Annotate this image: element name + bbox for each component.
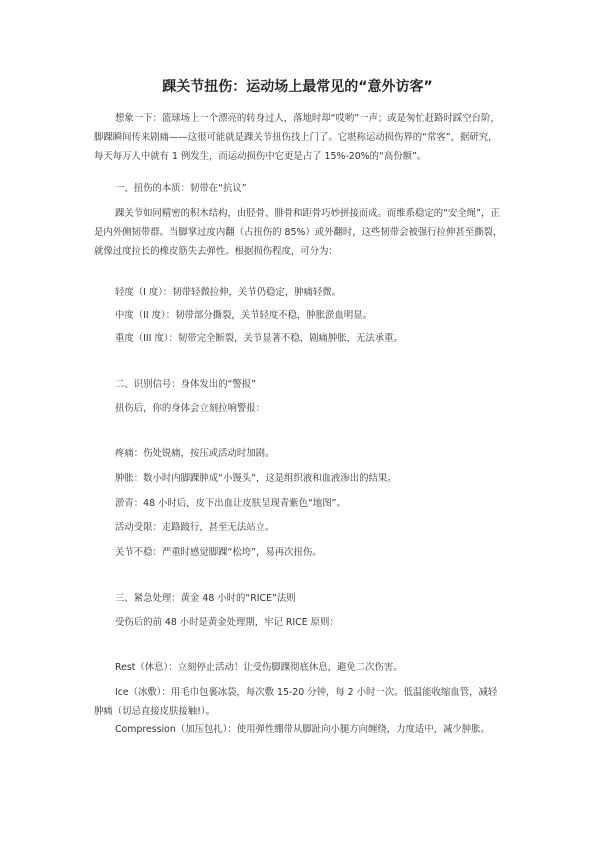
signal-item-instability: 关节不稳：严重时感觉脚踝“松垮”，易再次扭伤。 [115,547,322,558]
rice-rest: Rest（休息）：立刻停止活动！让受伤脚踝彻底休息，避免二次伤害。 [115,662,403,673]
grade-item-mild: 轻度（I 度）：韧带轻微拉伸，关节仍稳定，肿痛轻微。 [115,287,342,298]
section-2-lead: 扭伤后，你的身体会立刻拉响警报： [115,403,266,414]
rice-ice: Ice（冰敷）：用毛巾包裹冰袋，每次敷 15-20 分钟，每 2 小时一次。低温能收缩血管，减轻肿痛（切忌直接皮肤接触!）。 [94,687,498,717]
signal-item-pain: 疼痛：伤处锐痛，按压或活动时加剧。 [115,448,275,459]
grade-item-moderate: 中度（II 度）：韧带部分撕裂，关节轻度不稳，肿胀淤血明显。 [115,310,372,321]
section-3-lead: 受伤后的前 48 小时是黄金处理期，牢记 RICE 原则： [115,617,339,628]
intro-paragraph: 想象一下：篮球场上一个漂亮的转身过人，落地时却“哎哟”一声；或是匆忙赶路时踩空台阶，脚踝瞬间传来剧痛——这很可能就是踝关节扭伤找上门了。它堪称运动损伤界的“常客”，据研究，每天每万人中就有 1 例发生，而运动损伤中它更是占了 15%-20%的“高份额”。 [94,113,500,162]
signal-item-limited-movement: 活动受限：走路跛行，甚至无法站立。 [115,522,275,533]
grade-item-severe: 重度（III 度）：韧带完全断裂，关节显著不稳，剧痛肿胀，无法承重。 [115,333,403,344]
rice-compression: Compression（加压包扎）：使用弹性绷带从脚趾向小腿方向缠绕，力度适中，减少肿胀。 [115,724,490,735]
section-3-heading: 三、紧急处理：黄金 48 小时的“RICE”法则 [115,593,296,604]
section-1-body: 踝关节如同精密的积木结构，由胫骨、腓骨和距骨巧妙拼接而成。而维系稳定的“安全绳”，正是内外侧韧带群。当脚掌过度内翻（占扭伤的 85%）或外翻时，这些韧带会被强行拉伸甚至撕裂，就像过度拉长的橡皮筋失去弹性。根据损伤程度，可分为： [94,208,503,257]
document-title: 踝关节扭伤：运动场上最常见的“意外访客” [162,79,433,95]
signal-item-bruising: 淤青：48 小时后，皮下出血让皮肤呈现青紫色“地图”。 [115,498,346,509]
section-2-heading: 二、识别信号：身体发出的“警报” [115,379,256,390]
signal-item-swelling: 肿胀：数小时内脚踝肿成“小馒头”，这是组织液和血液渗出的结果。 [115,473,397,484]
section-1-heading: 一、扭伤的本质：韧带在“抗议” [115,183,247,194]
